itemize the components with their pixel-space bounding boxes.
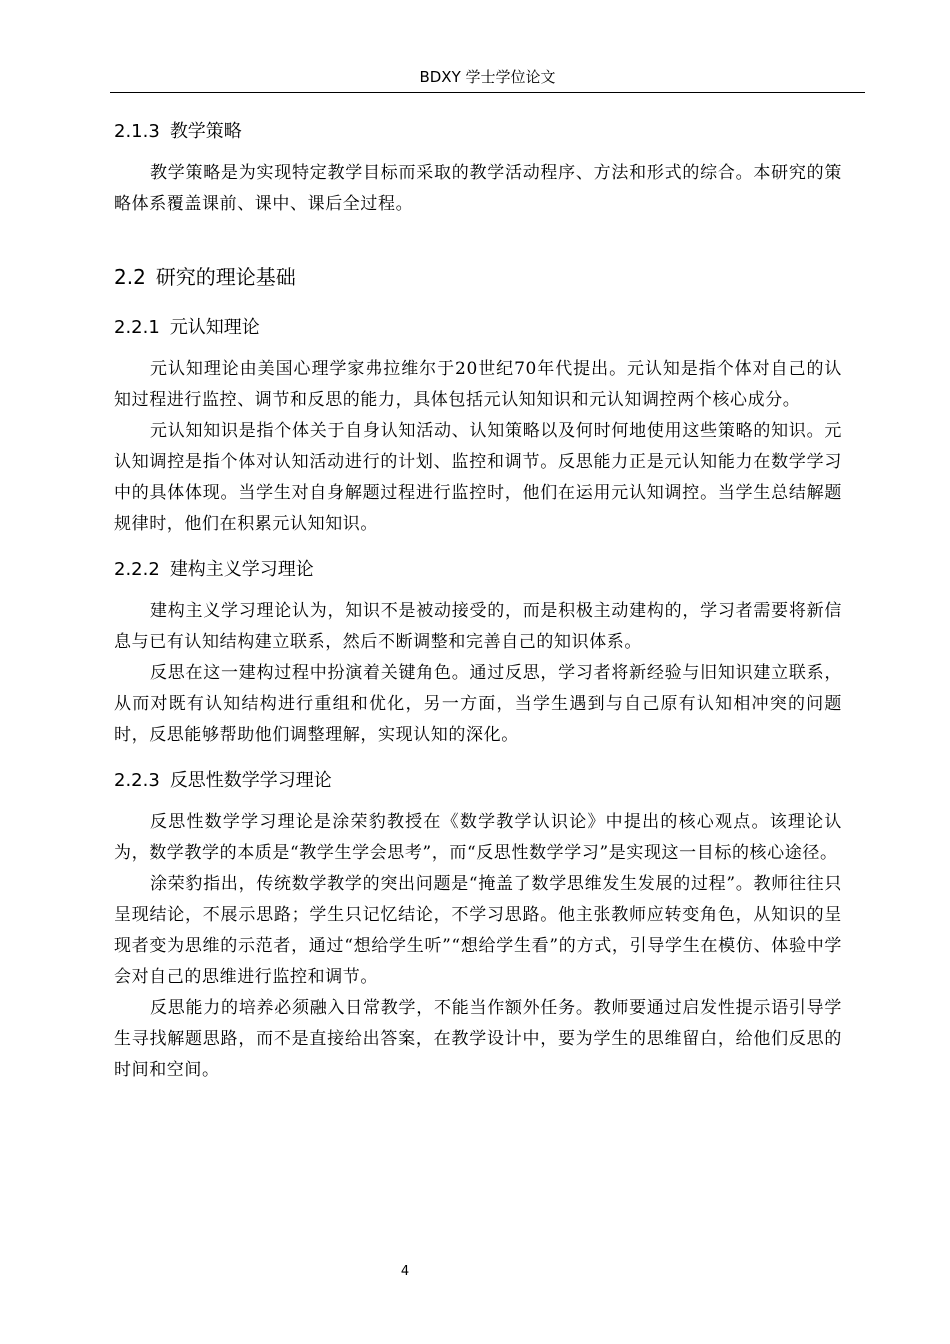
heading-title: 反思性数学学习理论 (169, 770, 332, 791)
heading-number: 2.1.3 (114, 121, 160, 142)
paragraph: 教学策略是为实现特定教学目标而采取的教学活动程序、方法和形式的综合。本研究的策略体系覆盖课前、课中、课后全过程。 (114, 163, 842, 214)
heading-title: 教学策略 (169, 121, 242, 142)
heading-number: 2.2.1 (114, 317, 160, 338)
paragraph: 涂荣豹指出，传统数学教学的突出问题是“掩盖了数学思维发生发展的过程”。教师往往只呈现结论，不展示思路；学生只记忆结论，不学习思路。他主张教师应转变角色，从知识的呈现者变为思维的示范者，通过“想给学生听”“想给学生看”的方式，引导学生在模仿、体验中学会对自己的思维进行监控和调节。 (114, 874, 842, 987)
heading-2-2 (114, 262, 842, 292)
heading-title: 建构主义学习理论 (169, 559, 314, 580)
paragraph: 建构主义学习理论认为，知识不是被动接受的，而是积极主动建构的，学习者需要将新信息与已有认知结构建立联系，然后不断调整和完善自己的知识体系。 (114, 601, 842, 652)
heading-title: 研究的理论基础 (155, 265, 296, 289)
page-header: BDXY 学士学位论文 (419, 68, 556, 86)
heading-number: 2.2 (114, 265, 146, 289)
heading-2-2-3 (114, 767, 842, 795)
heading-2-2-1 (114, 314, 842, 342)
heading-number: 2.2.2 (114, 559, 160, 580)
paragraph: 反思性数学学习理论是涂荣豹教授在《数学教学认识论》中提出的核心观点。该理论认为，数学教学的本质是“教学生学会思考”，而“反思性数学学习”是实现这一目标的核心途径。 (114, 812, 842, 863)
heading-2-2-2 (114, 556, 842, 584)
paragraph: 反思在这一建构过程中扮演着关键角色。通过反思，学习者将新经验与旧知识建立联系，从而对既有认知结构进行重组和优化，另一方面，当学生遇到与自己原有认知相冲突的问题时，反思能够帮助他们调整理解，实现认知的深化。 (114, 663, 842, 745)
paragraph: 反思能力的培养必须融入日常教学，不能当作额外任务。教师要通过启发性提示语引导学生寻找解题思路，而不是直接给出答案，在教学设计中，要为学生的思维留白，给他们反思的时间和空间。 (114, 998, 842, 1080)
paragraph: 元认知知识是指个体关于自身认知活动、认知策略以及何时何地使用这些策略的知识。元认知调控是指个体对认知活动进行的计划、监控和调节。反思能力正是元认知能力在数学学习中的具体体现。当学生对自身解题过程进行监控时，他们在运用元认知调控。当学生总结解题规律时，他们在积累元认知知识。 (114, 421, 842, 534)
page-number: 4 (400, 1264, 410, 1279)
heading-2-1-3 (114, 118, 842, 146)
paragraph: 元认知理论由美国心理学家弗拉维尔于20世纪70年代提出。元认知是指个体对自己的认知过程进行监控、调节和反思的能力，具体包括元认知知识和元认知调控两个核心成分。 (114, 359, 842, 410)
header-rule (110, 92, 865, 93)
heading-title: 元认知理论 (169, 317, 260, 338)
document-body (114, 118, 842, 1086)
heading-number: 2.2.3 (114, 770, 160, 791)
